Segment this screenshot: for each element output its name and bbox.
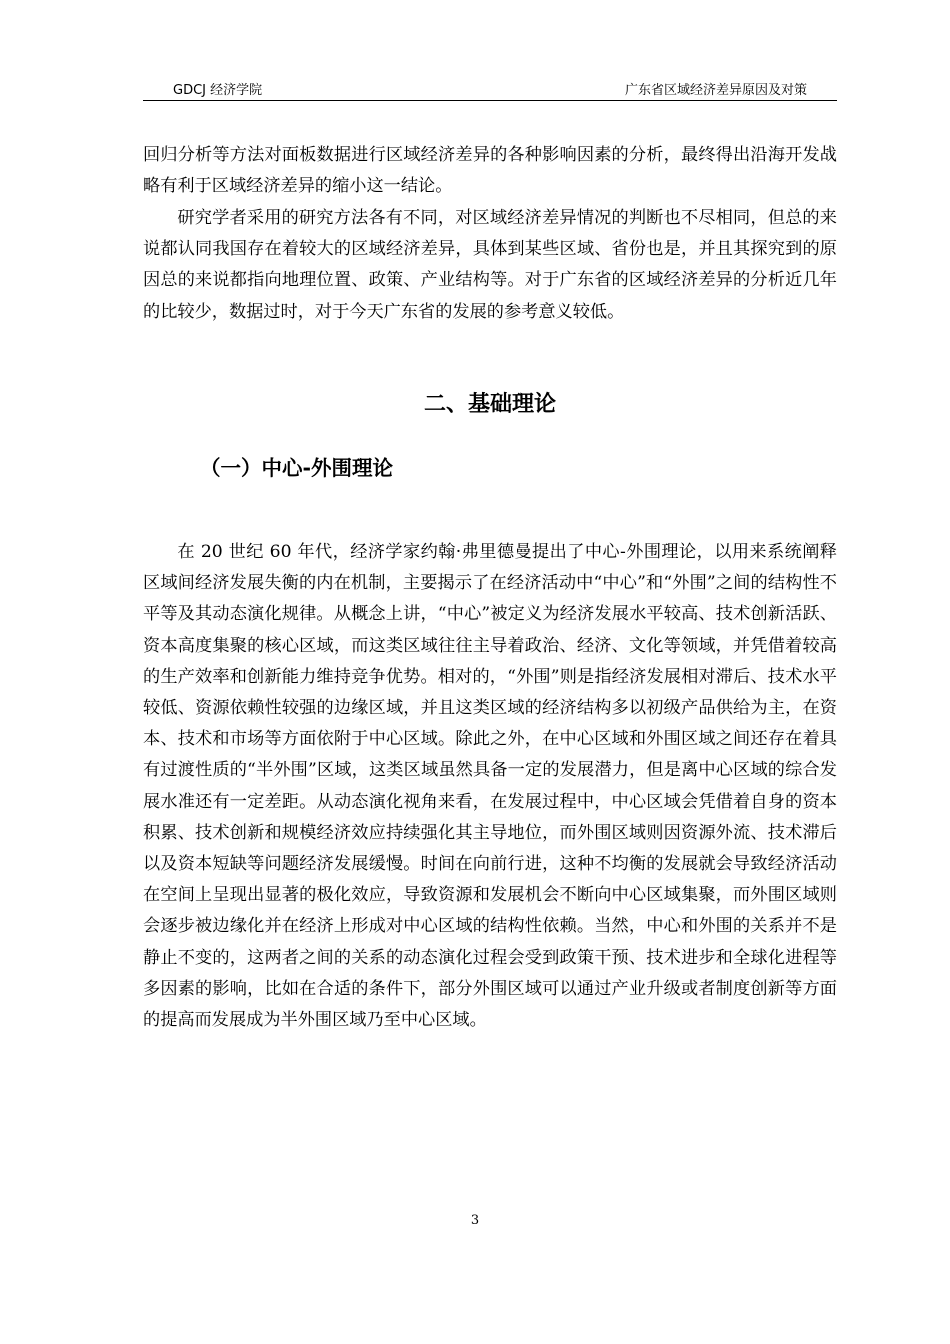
page-number: 3 [470,1213,480,1228]
paragraph-research-methods: 研究学者采用的研究方法各有不同，对区域经济差异情况的判断也不尽相同，但总的来说都认同我国存在着较大的区域经济差异，具体到某些区域、省份也是，并且其探究到的原因总的来说都指向地理位置、政策、产业结构等。对于广东省的区域经济差异的分析近几年的比较少，数据过时，对于今天广东省的发展的参考意义较低。 [143,208,837,322]
header-right-text: 广东省区域经济差异原因及对策 [624,83,807,98]
section-heading: 二、基础理论 [423,392,556,417]
page-header [143,76,837,101]
header-left-text: GDCJ 经济学院 [173,83,263,98]
paragraph-continued: 回归分析等方法对面板数据进行区域经济差异的各种影响因素的分析，最终得出沿海开发战略有利于区域经济差异的缩小这一结论。 [143,145,837,197]
sub-heading: （一）中心-外围理论 [200,456,394,480]
paragraph-core-periphery-theory: 在 20 世纪 60 年代，经济学家约翰·弗里德曼提出了中心-外围理论，以用来系统阐释区域间经济发展失衡的内在机制，主要揭示了在经济活动中“中心”和“外围”之间的结构性不平等及其动态演化规律。从概念上讲，“中心”被定义为经济发展水平较高、技术创新活跃、资本高度集聚的核心区域，而这类区域往往主导着政治、经济、文化等领域，并凭借着较高的生产效率和创新能力维持竞争优势。相对的，“外围”则是指经济发展相对滞后、技术水平较低、资源依赖性较强的边缘区域，并且这类区域的经济结构多以初级产品供给为主，在资本、技术和市场等方面依附于中心区域。除此之外，在中心区域和外围区域之间还存在着具有过渡性质的“半外围”区域，这类区域虽然具备一定的发展潜力，但是离中心区域的综合发展水准还有一定差距。从动态演化视角来看，在发展过程中，中心区域会凭借着自身的资本积累、技术创新和规模经济效应持续强化其主导地位，而外围区域则因资源外流、技术滞后以及资本短缺等问题经济发展缓慢。时间在向前行进，这种不均衡的发展就会导致经济活动在空间上呈现出显著的极化效应，导致资源和发展机会不断向中心区域集聚，而外围区域则会逐步被边缘化并在经济上形成对中心区域的结构性依赖。当然，中心和外围的关系并不是静止不变的，这两者之间的关系的动态演化过程会受到政策干预、技术进步和全球化进程等多因素的影响，比如在合适的条件下，部分外围区域可以通过产业升级或者制度创新等方面的提高而发展成为半外围区域乃至中心区域。 [143,542,837,1031]
